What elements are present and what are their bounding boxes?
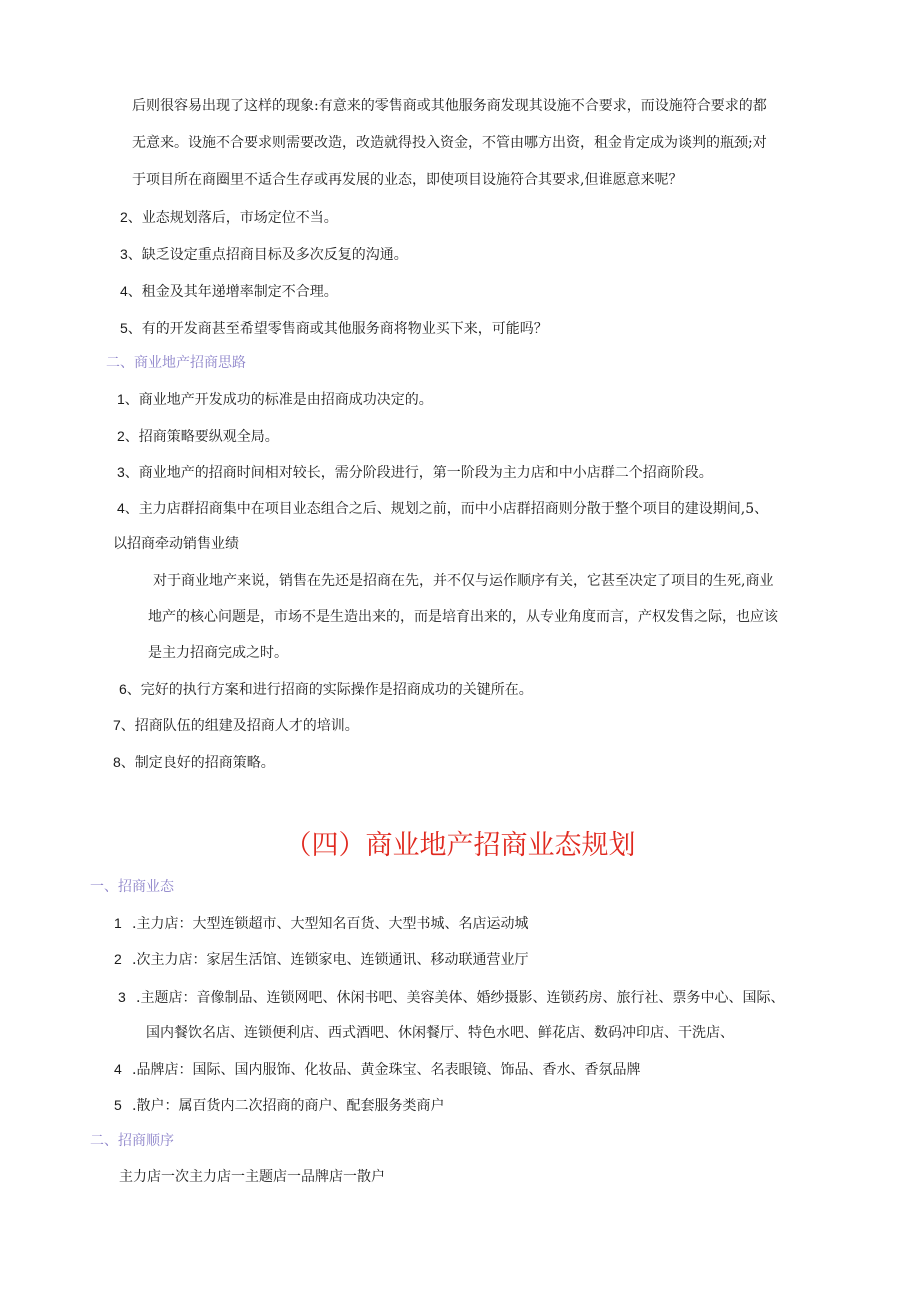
section-heading-ideas: 二、商业地产招商思路 [106,355,246,371]
list-item: 3、商业地产的招商时间相对较长，需分阶段进行，第一阶段为主力店和中小店群二个招商阶段。 [117,464,713,481]
list-item: 1、商业地产开发成功的标准是由招商成功决定的。 [117,391,433,408]
intro-line-2: 无意来。设施不合要求则需要改造，改造就得投入资金，不管由哪方出资，租金肯定成为谈判的瓶颈;对 [132,135,767,151]
list-item: 2、业态规划落后，市场定位不当。 [120,209,338,226]
explain-line-1: 对于商业地产来说，销售在先还是招商在先，并不仅与运作顺序有关，它甚至决定了项目的生死,商业 [153,573,774,589]
intro-line-1: 后则很容易出现了这样的现象:有意来的零售商或其他服务商发现其设施不合要求，而设施符合要求的都 [132,98,767,114]
list-item: 4、主力店群招商集中在项目业态组合之后、规划之前，而中小店群招商则分散于整个项目的建设期间,5、 [117,500,769,517]
section-heading-formats: 一、招商业态 [90,879,174,895]
format-item-wrap: 国内餐饮名店、连锁便利店、西式酒吧、休闲餐厅、特色水吧、鲜花店、数码冲印店、干洗店、 [146,1025,734,1041]
explain-line-2: 地产的核心问题是，市场不是生造出来的，而是培育出来的，从专业角度而言，产权发售之际，也应该 [148,609,778,625]
list-item: 6、完好的执行方案和进行招商的实际操作是招商成功的关键所在。 [119,681,533,698]
list-item: 5、有的开发商甚至希望零售商或其他服务商将物业买下来，可能吗？ [120,320,548,337]
list-item: 8、制定良好的招商策略。 [113,754,275,771]
format-item: 5 .散户：属百货内二次招商的商户、配套服务类商户 [114,1097,445,1114]
format-item: 2 .次主力店：家居生活馆、连锁家电、连锁通讯、移动联通营业厅 [114,951,529,968]
list-item: 3、缺乏设定重点招商目标及多次反复的沟通。 [120,246,408,263]
chapter-title: （四）商业地产招商业态规划 [284,830,636,861]
section-heading-order: 二、招商顺序 [90,1133,174,1149]
list-item: 4、租金及其年递增率制定不合理。 [120,283,338,300]
list-item: 2、招商策略要纵观全局。 [117,428,279,445]
list-item-wrap: 以招商牵动销售业绩 [113,536,239,552]
explain-line-3: 是主力招商完成之时。 [148,645,288,661]
format-item: 4 .品牌店：国际、国内服饰、化妆品、黄金珠宝、名表眼镜、饰品、香水、香氛品牌 [114,1061,641,1078]
intro-line-3: 于项目所在商圈里不适合生存或再发展的业态，即使项目设施符合其要求,但谁愿意来呢？ [132,172,683,188]
order-text: 主力店一次主力店一主题店一品牌店一散户 [119,1169,385,1185]
format-item: 3 .主题店：音像制品、连锁网吧、休闲书吧、美容美体、婚纱摄影、连锁药房、旅行社、票务中心、国际、 [118,989,785,1006]
list-item: 7、招商队伍的组建及招商人才的培训。 [113,717,359,734]
format-item: 1 .主力店：大型连锁超市、大型知名百货、大型书城、名店运动城 [114,915,529,932]
